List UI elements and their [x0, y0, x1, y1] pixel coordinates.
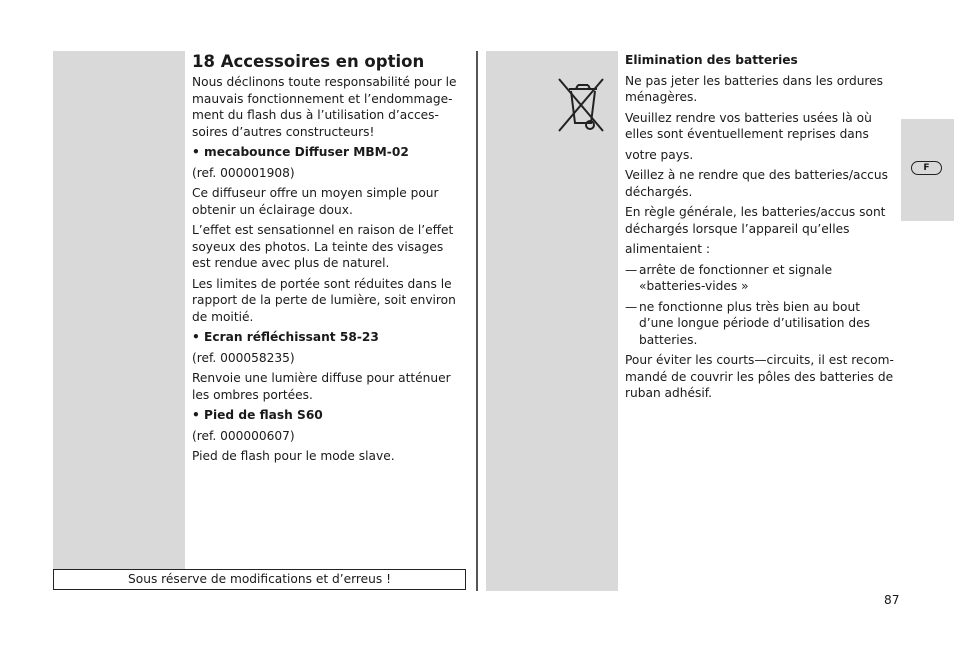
accessory-name: • mecabounce Diffuser MBM-02 [192, 145, 409, 159]
language-label: F [911, 161, 942, 175]
accessory-text: Ce diffuseur offre un moyen simple pour obtenir un éclairage doux. [192, 186, 439, 217]
accessory-ref: (ref. 000001908) [192, 165, 295, 180]
dash-item [625, 299, 897, 349]
page-number: 87 [884, 593, 900, 607]
dash-mark: — [625, 262, 638, 277]
accessory-text: Renvoie une lumière diffuse pour atténuer les ombres portées. [192, 371, 451, 402]
right-column [625, 52, 897, 406]
accessory-text: Les limites de portée sont réduites dans le rapport de la perte de lumière, soit environ de moitié. [192, 276, 456, 324]
disposal-text: Pour éviter les courts—circuits, il est recom-mandé de couvrir les pôles des batteries de ruban adhésif. [625, 353, 894, 400]
section-title: 18 Accessoires en option [192, 52, 425, 71]
intro-text: Nous déclinons toute responsabilité pour le mauvais fonctionnement et l’endommage-ment du flash dus à l’utilisation d’acces-soires d’autres constructeurs! [192, 75, 457, 139]
crossed-out-wheelie-bin-icon [557, 77, 607, 135]
footnote: Sous réserve de modifications et d’erreus ! [53, 569, 466, 590]
dash-item [625, 262, 897, 295]
disposal-text: Ne pas jeter les batteries dans les ordures ménagères. [625, 73, 884, 104]
accessory-text: Pied de flash pour le mode slave. [192, 449, 395, 463]
accessory-name: • Pied de flash S60 [192, 408, 323, 422]
disposal-text: En règle générale, les batteries/accus sont déchargés lorsque l’appareil qu’elles [625, 205, 886, 236]
accessory-ref: (ref. 000058235) [192, 350, 295, 365]
language-tab [901, 119, 954, 221]
disposal-text: Veuillez rendre vos batteries usées là où elles sont éventuellement reprises dans [625, 110, 872, 141]
disposal-text: votre pays. [625, 147, 694, 162]
disposal-heading: Elimination des batteries [625, 53, 798, 67]
dash-mark: — [625, 299, 638, 314]
accessory-text: L’effet est sensationnel en raison de l’effet soyeux des photos. La teinte des visages est rendue avec plus de naturel. [192, 223, 454, 270]
accessory-ref: (ref. 000000607) [192, 428, 295, 443]
dash-item-text: arrête de fonctionner et signale «batteries-vides » [639, 262, 833, 293]
left-margin-bar [53, 51, 185, 569]
column-divider [476, 51, 478, 591]
accessory-name: • Ecran réfléchissant 58-23 [192, 330, 379, 344]
disposal-text: alimentaient : [625, 242, 710, 256]
disposal-text: Veillez à ne rendre que des batteries/accus déchargés. [625, 168, 888, 199]
dash-item-text: ne fonctionne plus très bien au bout d’une longue période d’utilisation des batteries. [639, 299, 870, 347]
left-column [192, 52, 464, 469]
